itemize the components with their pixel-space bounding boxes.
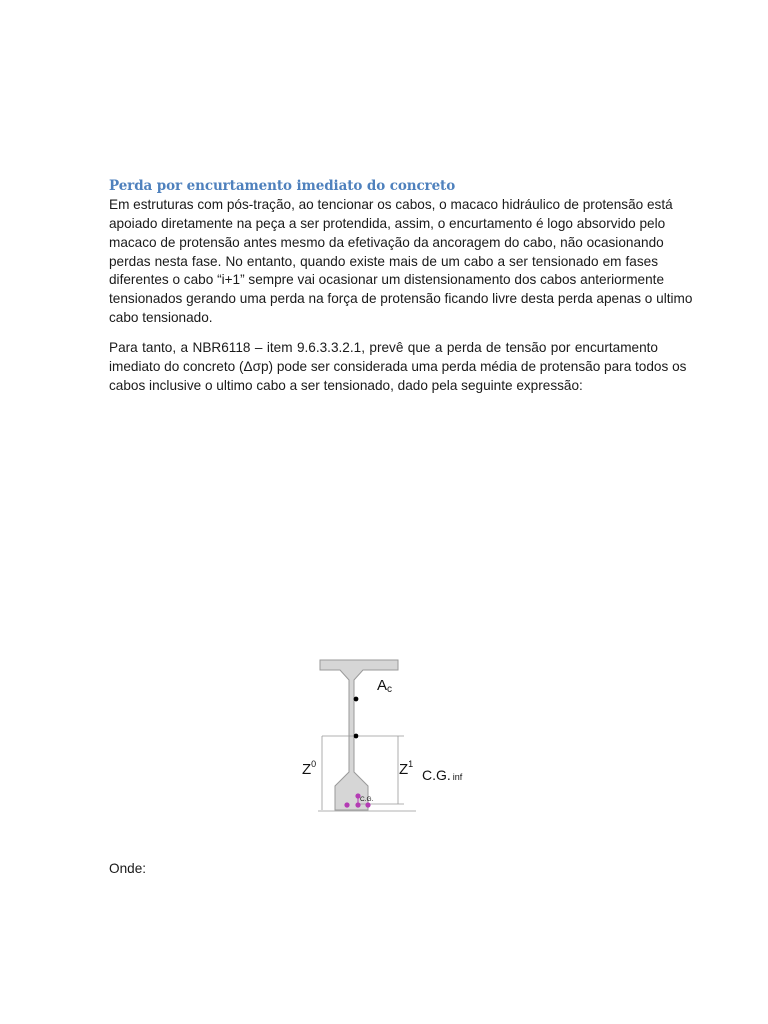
label-area-concrete: Ac xyxy=(377,677,393,695)
paragraph-1-line: tensionados gerando uma perda na força de protensão ficando livre desta perda apenas o ultimo xyxy=(109,291,693,307)
paragraph-1-line: perdas nesta fase. No entanto, quando existe mais de um cabo a ser tensionado em fases xyxy=(109,253,658,269)
paragraph-2-line: Para tanto, a NBR6118 – item 9.6.3.3.2.1, prevê que a perda de tensão por encurtamento xyxy=(109,340,658,355)
i-beam-cross-section-figure xyxy=(300,654,480,819)
centroid-dot xyxy=(354,734,359,739)
paragraph-1-line: apoiado diretamente na peça a ser protendida, assim, o encurtamento é logo absorvido pelo xyxy=(109,215,666,231)
tendon-dot xyxy=(344,802,349,807)
tendon-dot xyxy=(365,802,370,807)
paragraph-1 xyxy=(109,196,693,328)
onde-label: Onde: xyxy=(109,861,147,876)
label-cg-inf: C.G. inf xyxy=(422,767,463,783)
paragraph-2-line: imediato do concreto (Δσp) pode ser considerada uma perda média de protensão para todos os xyxy=(109,358,687,374)
label-z0: $Z^0$ xyxy=(302,759,317,778)
paragraph-1-line: Em estruturas com pós-tração, ao tencionar os cabos, o macaco hidráulico de protensão está xyxy=(109,197,673,212)
label-z1: $Z^1$ xyxy=(399,759,414,778)
label-cg-small: C.G. xyxy=(360,796,374,803)
paragraph-1-line: diferentes o cabo “i+1” sempre vai ocasionar um distensionamento dos cabos anteriormente xyxy=(109,272,665,288)
paragraph-1-line: macaco de protensão antes mesmo da efetivação da ancoragem do cabo, não ocasionando xyxy=(109,234,664,250)
paragraph-2-line: cabos inclusive o ultimo cabo a ser tensionado, dado pela seguinte expressão: xyxy=(109,377,583,393)
paragraph-1-line: cabo tensionado. xyxy=(109,310,213,326)
centroid-dot xyxy=(354,697,359,702)
section-heading: Perda por encurtamento imediato do concreto xyxy=(109,178,456,194)
paragraph-2 xyxy=(109,339,687,396)
